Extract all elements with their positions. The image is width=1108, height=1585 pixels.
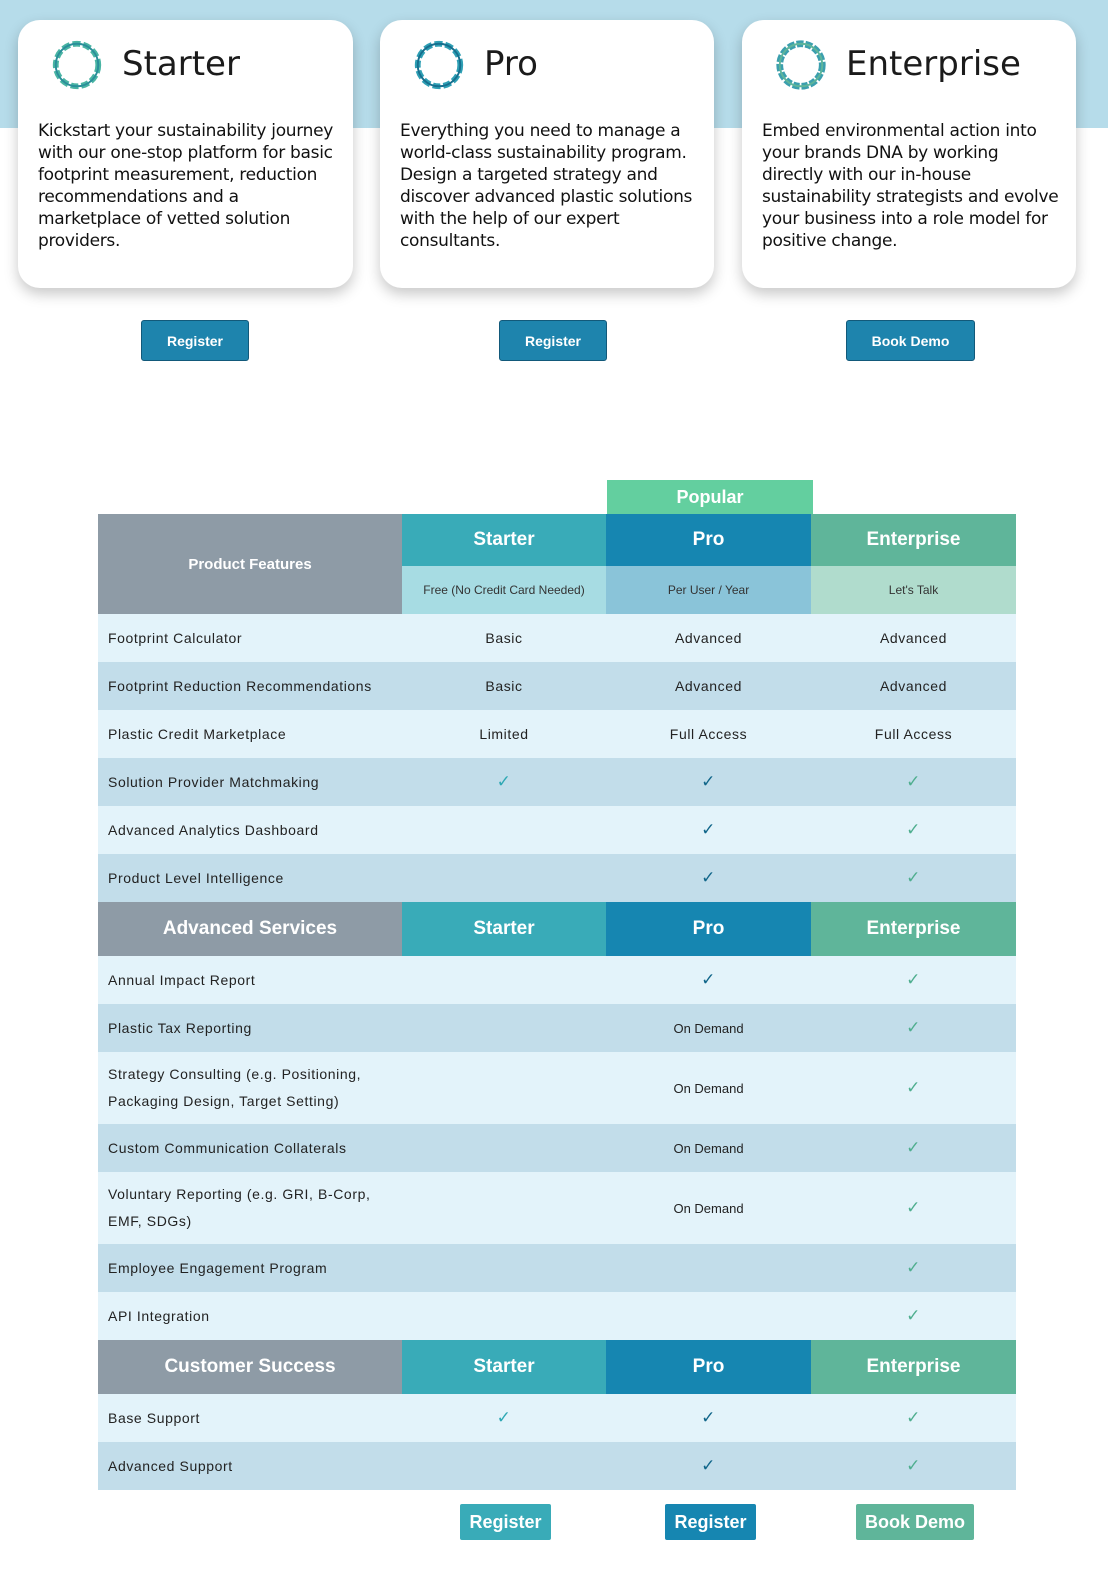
feature-label: Voluntary Reporting (e.g. GRI, B-Corp, EMF, SDGs) bbox=[108, 1186, 371, 1229]
register-button-pro-bottom[interactable]: Register bbox=[665, 1504, 756, 1540]
value-starter bbox=[402, 1004, 606, 1052]
value-starter bbox=[402, 854, 606, 902]
check-icon: ✓ bbox=[701, 1456, 716, 1475]
value-starter: Basic bbox=[485, 678, 523, 694]
value-starter bbox=[402, 1124, 606, 1172]
column-header-starter: Starter bbox=[402, 514, 606, 566]
plan-title: Starter bbox=[122, 44, 240, 84]
table-row bbox=[98, 662, 1016, 710]
table-row bbox=[98, 956, 1016, 1004]
register-button-starter-bottom[interactable]: Register bbox=[460, 1504, 551, 1540]
price-enterprise: Let's Talk bbox=[811, 566, 1016, 614]
check-icon: ✓ bbox=[701, 1408, 716, 1427]
check-icon: ✓ bbox=[906, 820, 921, 839]
check-icon: ✓ bbox=[701, 970, 716, 989]
value-starter: Basic bbox=[485, 630, 523, 646]
column-header-enterprise: Enterprise bbox=[811, 1340, 1016, 1394]
value-enterprise: Advanced bbox=[879, 630, 948, 646]
table-row bbox=[98, 1244, 1016, 1292]
column-header-starter: Starter bbox=[402, 902, 606, 956]
feature-label: Custom Communication Collaterals bbox=[108, 1140, 347, 1156]
value-pro: On Demand bbox=[673, 1020, 744, 1036]
popular-badge: Popular bbox=[607, 480, 813, 514]
feature-label: Solution Provider Matchmaking bbox=[108, 774, 320, 790]
leaf-ring-icon bbox=[772, 36, 830, 94]
check-icon: ✓ bbox=[906, 1198, 921, 1217]
plan-title: Enterprise bbox=[846, 44, 1021, 84]
value-starter bbox=[402, 1442, 606, 1490]
book-demo-button[interactable]: Book Demo bbox=[846, 320, 975, 361]
value-starter bbox=[402, 1244, 606, 1292]
leaf-ring-icon bbox=[48, 36, 106, 94]
table-row bbox=[98, 854, 1016, 902]
column-header-pro: Pro bbox=[606, 1340, 811, 1394]
register-button-pro[interactable]: Register bbox=[499, 320, 607, 361]
table-row bbox=[98, 710, 1016, 758]
check-icon: ✓ bbox=[906, 1456, 921, 1475]
comparison-table bbox=[98, 514, 1016, 1490]
check-icon: ✓ bbox=[701, 868, 716, 887]
table-row bbox=[98, 1172, 1016, 1244]
table-row bbox=[98, 1442, 1016, 1490]
value-pro bbox=[606, 1244, 811, 1292]
check-icon: ✓ bbox=[496, 1408, 512, 1427]
table-row bbox=[98, 758, 1016, 806]
price-pro: Per User / Year bbox=[606, 566, 811, 614]
table-row bbox=[98, 1292, 1016, 1340]
book-demo-button-bottom[interactable]: Book Demo bbox=[856, 1504, 974, 1540]
value-pro: On Demand bbox=[673, 1140, 744, 1156]
leaf-ring-icon bbox=[410, 36, 468, 94]
check-icon: ✓ bbox=[906, 1258, 921, 1277]
table-row bbox=[98, 1052, 1016, 1124]
value-pro: On Demand bbox=[673, 1200, 744, 1216]
section-title-customer-success: Customer Success bbox=[98, 1340, 402, 1394]
check-icon: ✓ bbox=[701, 772, 716, 791]
value-starter bbox=[402, 1172, 606, 1244]
check-icon: ✓ bbox=[906, 1018, 921, 1037]
feature-label: Plastic Credit Marketplace bbox=[108, 726, 287, 742]
check-icon: ✓ bbox=[701, 820, 716, 839]
column-header-pro: Pro bbox=[606, 514, 811, 566]
register-button-starter[interactable]: Register bbox=[141, 320, 249, 361]
feature-label: Footprint Reduction Recommendations bbox=[108, 678, 372, 694]
feature-label: Plastic Tax Reporting bbox=[108, 1020, 252, 1036]
section-header-row bbox=[98, 902, 1016, 956]
value-enterprise: Full Access bbox=[874, 726, 953, 742]
value-pro bbox=[606, 1292, 811, 1340]
table-row bbox=[98, 1394, 1016, 1442]
check-icon: ✓ bbox=[906, 1306, 921, 1325]
section-title-advanced-services: Advanced Services bbox=[98, 902, 402, 956]
check-icon: ✓ bbox=[906, 772, 921, 791]
table-row bbox=[98, 1004, 1016, 1052]
column-header-enterprise: Enterprise bbox=[811, 902, 1016, 956]
check-icon: ✓ bbox=[906, 1138, 921, 1157]
plan-title: Pro bbox=[484, 44, 538, 84]
feature-label: Product Level Intelligence bbox=[108, 870, 284, 886]
check-icon: ✓ bbox=[906, 970, 921, 989]
feature-label: Strategy Consulting (e.g. Positioning, Packaging Design, Target Setting) bbox=[108, 1066, 362, 1109]
feature-label: Advanced Support bbox=[108, 1458, 233, 1474]
plan-description: Kickstart your sustainability journey with our one-stop platform for basic footprint measurement, reduction recommendations and a marketplace of vetted solution providers. bbox=[38, 121, 334, 251]
value-starter bbox=[402, 1292, 606, 1340]
column-header-starter: Starter bbox=[402, 1340, 606, 1394]
column-header-pro: Pro bbox=[606, 902, 811, 956]
value-pro: On Demand bbox=[673, 1080, 744, 1096]
check-icon: ✓ bbox=[906, 868, 921, 887]
plan-card-enterprise bbox=[742, 20, 1076, 288]
check-icon: ✓ bbox=[496, 772, 512, 791]
value-pro: Advanced bbox=[674, 678, 743, 694]
value-starter bbox=[402, 956, 606, 1004]
value-starter bbox=[402, 1052, 606, 1124]
section-header-row bbox=[98, 1340, 1016, 1394]
value-enterprise: Advanced bbox=[879, 678, 948, 694]
check-icon: ✓ bbox=[906, 1078, 921, 1097]
value-starter bbox=[402, 806, 606, 854]
feature-label: Base Support bbox=[108, 1410, 201, 1426]
value-pro: Advanced bbox=[674, 630, 743, 646]
section-title-product-features: Product Features bbox=[98, 514, 402, 614]
table-row bbox=[98, 614, 1016, 662]
feature-label: API Integration bbox=[108, 1308, 210, 1324]
value-starter: Limited bbox=[479, 726, 529, 742]
check-icon: ✓ bbox=[906, 1408, 921, 1427]
feature-label: Annual Impact Report bbox=[108, 972, 256, 988]
table-row bbox=[98, 806, 1016, 854]
plan-card-starter bbox=[18, 20, 353, 288]
value-pro: Full Access bbox=[669, 726, 748, 742]
plan-description: Embed environmental action into your brands DNA by working directly with our in-house sustainability strategists and evolve your business into a role model for positive change. bbox=[762, 121, 1059, 251]
feature-label: Advanced Analytics Dashboard bbox=[108, 822, 319, 838]
table-row bbox=[98, 1124, 1016, 1172]
feature-label: Footprint Calculator bbox=[108, 630, 243, 646]
price-starter: Free (No Credit Card Needed) bbox=[402, 566, 606, 614]
plan-description: Everything you need to manage a world-class sustainability program. Design a targeted strategy and discover advanced plastic solutions with the help of our expert consultants. bbox=[400, 121, 693, 251]
feature-label: Employee Engagement Program bbox=[108, 1260, 328, 1276]
column-header-enterprise: Enterprise bbox=[811, 514, 1016, 566]
plan-card-pro bbox=[380, 20, 714, 288]
